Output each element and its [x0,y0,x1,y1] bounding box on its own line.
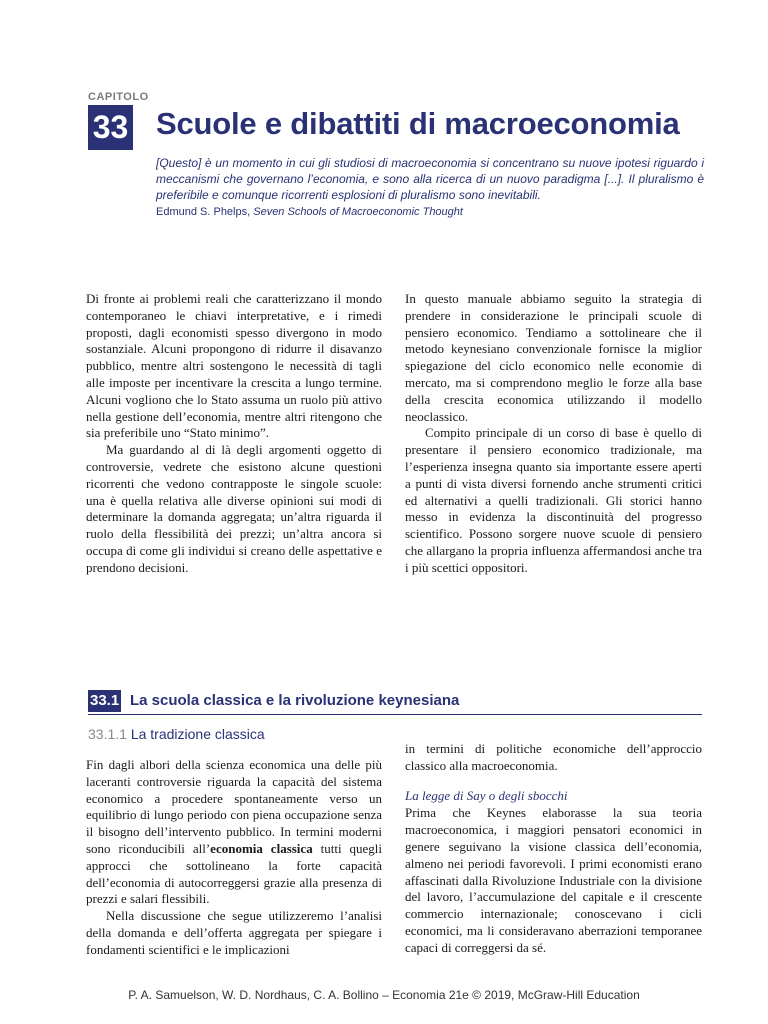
intro-paragraph: Compito principale di un corso di base è quello di presentare il pensiero economico tradizionale, ma l’esperienza insegna quanto sia importante essere aperti a punti di vista diversi fornendo anche strumenti critici ed alternativi a quelli tradizionali. Gli storici hanno messo in evidenza la discontinuità del progresso scientifico. Possono sorgere nuove scuole di pensiero che allargano la propria influenza affermandosi anche tra i più scettici oppositori. [405,425,702,575]
chapter-label: CAPITOLO [88,91,149,103]
page-footer: P. A. Samuelson, W. D. Nordhaus, C. A. Bollino – Economia 21e © 2019, McGraw-Hill Education [128,988,640,1002]
epigraph-quote: [Questo] è un momento in cui gli studiosi di macroeconomia si concentrano su nuove ipotesi riguardo i meccanismi che governano l’economia, e sono alla ricerca di un nuovo paradigma [...]. Il pluralismo è preferibile e comunque ricorrenti esplosioni di pluralismo sono inevitabili. [156,156,704,202]
chapter-number-badge: 33 [88,105,133,150]
intro-paragraph: Ma guardando al di là degli argomenti oggetto di controversie, vedrete che esistono alcune questioni ricorrenti che vedono contrapposte le singole scuole: una è quella relativa alle diverse opinioni sui modi di determinare la domanda aggregata; un’altra riguarda il ruolo della flessibilità dei prezzi; un’altra ancora si occupa di come gli individui si creano delle aspettative e prendono decisioni. [86,442,382,575]
body-text: tutti quegli approcci che sottolineano la forte capacità dell’economia di autocorreggersi grazie alla presenza di prezzi e salari flessibili. [86,840,383,907]
paragraph-subheading: La legge di Say o degli sbocchi [405,787,568,803]
intro-paragraph: Di fronte ai problemi reali che caratterizzano il mondo contemporaneo le chiavi interpretative, e i rimedi proposti, dagli economisti spesso divergono in modo sostanziale. Alcuni propongono di ridurre il disavanzo pubblico, mentre altri sostengono le necessità di tagli alle imposte per incentivare la crescita a lungo termine. Alcuni vogliono che lo Stato assuma un ruolo più attivo nella gestione dell’economia, mentre altri ritengono che sia preferibile uno “Stato minimo”. [86,291,382,441]
intro-left-column [86,291,382,577]
subsection-number: 33.1.1 [88,726,127,742]
body-paragraph: Nella discussione che segue utilizzeremo l’analisi della domanda e dell’offerta aggregata per spiegare i fondamenti scientifici e le implicazioni [86,908,382,957]
section-title: La scuola classica e la rivoluzione keynesiana [130,692,460,709]
section-number: 33.1 [88,690,121,712]
epigraph-source [156,206,463,218]
subsection-title: La tradizione classica [130,726,265,742]
body-paragraph [86,757,382,908]
intro-paragraph: In questo manuale abbiamo seguito la strategia di prendere in considerazione le principali scuole di pensiero economico. Tendiamo a sottolineare che il metodo keynesiano convenzionale fornisce la miglior spiegazione del ciclo economico nelle economie di mercato, ma si comprendono meglio le forze alla base della crescita economica utilizzando il modello neoclassico. [405,291,702,424]
subsection-heading [88,726,265,742]
body-paragraph: Prima che Keynes elaborasse la sua teoria macroeconomica, i maggiori pensatori economici in genere seguivano la visione classica dell’economia, almeno nei periodi favorevoli. I primi economisti erano affascinati dalla Rivoluzione Industriale con la divisione del lavoro, l’accumulazione del capitale e il crescente commercio internazionale; conoscevano i cicli economici, ma li consideravano aberrazioni temporanee capaci di correggersi da sé. [405,805,702,955]
body-right-column [405,741,702,957]
section-heading [88,690,702,715]
intro-right-column [405,291,702,577]
key-term: economia classica [210,840,313,856]
body-text: Fin dagli albori della scienza economica una delle più laceranti controversie riguarda la capacità del sistema economico a procedere spontaneamente verso un equilibrio di lungo periodo con piena occupazione senza il bisogno dell’intervento pubblico. In termini moderni sono riconducibili all’ [86,757,382,856]
epigraph-author: Edmund S. Phelps, [156,206,251,218]
body-paragraph: in termini di politiche economiche dell’approccio classico alla macroeconomia. [405,741,702,773]
epigraph-work: Seven Schools of Macroeconomic Thought [253,206,463,218]
body-left-column [86,757,382,959]
chapter-title: Scuole e dibattiti di macroeconomia [156,106,680,141]
